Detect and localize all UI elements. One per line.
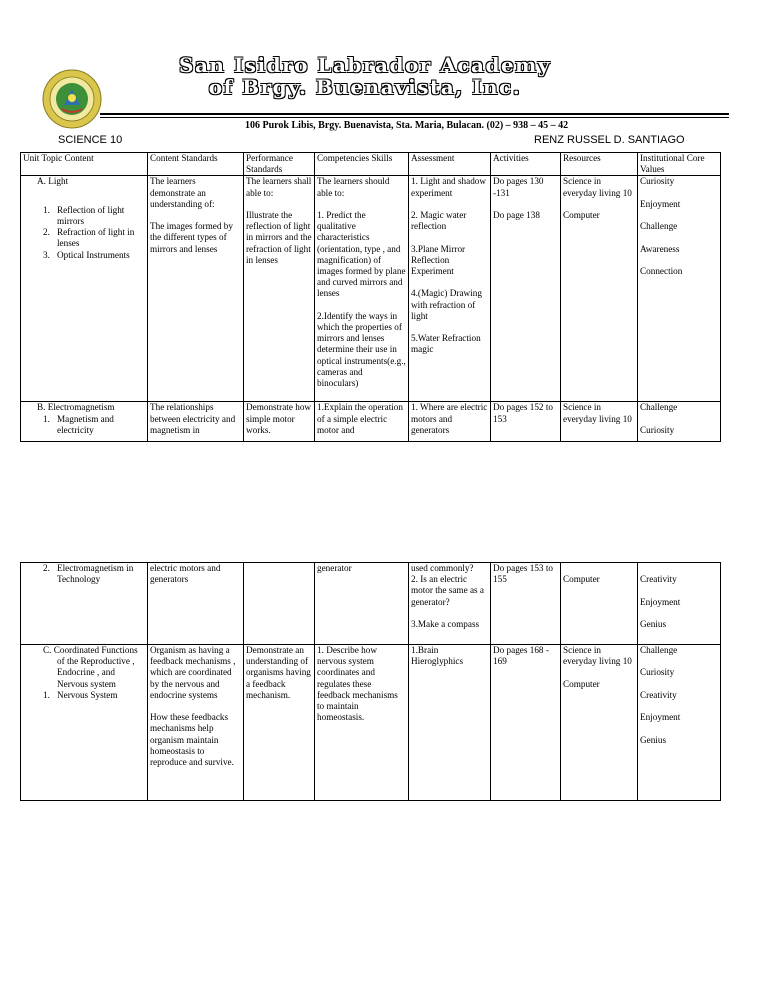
assessment-item: 3.Plane Mirror Reflection Experiment	[411, 243, 466, 276]
col-header-topic: Unit Topic Content	[21, 153, 148, 176]
activities-cell: Do pages 153 to 155	[491, 563, 561, 645]
topic-item: 1. Nervous System	[43, 689, 118, 700]
col-header-performance-standards: Performance Standards	[244, 153, 315, 176]
topic-cell	[21, 645, 148, 801]
core-values-cell	[638, 402, 721, 442]
resource-item: Science in everyday living 10	[563, 645, 632, 667]
resources-cell	[561, 176, 638, 402]
activities-cell	[491, 176, 561, 402]
school-address: 106 Purok Libis, Brgy. Buenavista, Sta. Maria, Bulacan. (02) – 938 – 45 – 42	[245, 120, 569, 131]
resources-cell: Science in everyday living 10	[561, 402, 638, 442]
assessment-item: 5.Water Refraction magic	[411, 333, 481, 355]
assessment-item: 1. Light and shadow experiment	[411, 176, 487, 198]
core-value: Enjoyment	[640, 198, 681, 209]
core-value: Connection	[640, 265, 683, 276]
topic-item: 2. Refraction of light in lenses	[43, 227, 135, 249]
school-name	[100, 54, 630, 98]
cell-text: Organism as having a feedback mechanisms , which are coordinated by the nervous and endocrine systems	[150, 645, 236, 700]
curriculum-table-page-1	[20, 152, 721, 442]
competencies-cell: 1. Describe how nervous system coordinates and regulates these feedback mechanisms to maintain homeostasis.	[315, 645, 409, 801]
performance-standards-cell	[244, 176, 315, 402]
topic-heading: B. Electromagnetism	[37, 402, 115, 413]
resources-cell	[561, 563, 638, 645]
header-rule-thin	[100, 117, 729, 118]
core-value: Enjoyment	[640, 712, 681, 723]
assessment-cell: 1.Brain Hieroglyphics	[409, 645, 491, 801]
core-values-cell	[638, 645, 721, 801]
table-row-electromagnetism	[21, 402, 721, 442]
core-value: Challenge	[640, 402, 678, 413]
cell-text: Illustrate the reflection of light in mirrors and the refraction of light in lenses	[246, 210, 312, 265]
assessment-cell	[409, 563, 491, 645]
resource-item: Computer	[563, 574, 600, 585]
resource-item: Computer	[563, 678, 600, 689]
core-value: Creativity	[640, 574, 677, 585]
performance-standards-cell: Demonstrate how simple motor works.	[244, 402, 315, 442]
topic-item: 2. Electromagnetism in Technology	[43, 563, 134, 585]
core-values-cell	[638, 563, 721, 645]
col-header-content-standards: Content Standards	[148, 153, 244, 176]
table-row-coordinated-functions	[21, 645, 721, 801]
topic-cell	[21, 176, 148, 402]
col-header-competencies: Competencies Skills	[315, 153, 409, 176]
topic-item: 1. Reflection of light mirrors	[43, 204, 125, 226]
assessment-item: used commonly?	[411, 563, 474, 573]
core-value: Awareness	[640, 243, 680, 254]
resources-cell	[561, 645, 638, 801]
school-seal-logo	[42, 69, 102, 129]
activity-item: Do page 138	[493, 210, 540, 220]
header-rule-thick	[100, 113, 729, 115]
col-header-activities: Activities	[491, 153, 561, 176]
content-standards-cell	[148, 645, 244, 801]
cell-text: The learners should able to:	[317, 176, 390, 198]
core-value: Genius	[640, 618, 667, 629]
content-standards-cell	[148, 176, 244, 402]
table-row-light	[21, 176, 721, 402]
teacher-name: RENZ RUSSEL D. SANTIAGO	[534, 134, 685, 146]
competencies-cell: generator	[315, 563, 409, 645]
core-value: Genius	[640, 734, 667, 745]
core-values-cell	[638, 176, 721, 402]
core-value: Challenge	[640, 221, 678, 232]
col-header-resources: Resources	[561, 153, 638, 176]
school-name-line-2: of Brgy. Buenavista, Inc.	[208, 75, 522, 99]
assessment-item: 2. Magic water reflection	[411, 210, 467, 232]
activity-item: Do pages 130 -131	[493, 176, 544, 198]
subject-title: SCIENCE 10	[58, 134, 123, 146]
core-value: Enjoyment	[640, 596, 681, 607]
col-header-core-values: Institutional Core Values	[638, 153, 721, 176]
topic-heading: C. Coordinated Functions of the Reproductive , Endocrine , and Nervous system	[43, 645, 138, 689]
core-value: Curiosity	[640, 424, 675, 435]
col-header-assessment: Assessment	[409, 153, 491, 176]
topic-heading: A. Light	[37, 176, 69, 187]
core-value: Challenge	[640, 645, 678, 655]
cell-text: 2.Identify the ways in which the properties of mirrors and lenses determine their use in optical instruments(e.g., cameras and binoculars)	[317, 310, 406, 389]
table-row-electromagnetism-technology	[21, 563, 721, 645]
curriculum-table-page-2	[20, 562, 721, 801]
resource-item: Computer	[563, 210, 600, 220]
resource-item: Science in everyday living 10	[563, 176, 632, 198]
performance-standards-cell: Demonstrate an understanding of organisms having a feedback mechanism.	[244, 645, 315, 801]
core-value: Curiosity	[640, 667, 675, 678]
header-row	[21, 153, 721, 176]
activities-cell: Do pages 152 to 153	[491, 402, 561, 442]
topic-item: 1. Magnetism and electricity	[43, 413, 114, 435]
assessment-cell	[409, 176, 491, 402]
cell-text: The learners shall able to:	[246, 176, 312, 198]
cell-text: The learners demonstrate an understanding of:	[150, 176, 215, 209]
cell-text: How these feedbacks mechanisms help organism maintain homeostasis to reproduce and survive.	[150, 712, 234, 768]
assessment-cell: 1. Where are electric motors and generators	[409, 402, 491, 442]
core-value: Curiosity	[640, 176, 675, 187]
content-standards-cell: The relationships between electricity and magnetism in	[148, 402, 244, 442]
performance-standards-cell	[244, 563, 315, 645]
content-standards-cell: electric motors and generators	[148, 563, 244, 645]
core-value: Creativity	[640, 689, 677, 700]
topic-cell	[21, 563, 148, 645]
cell-text: The images formed by the different types of mirrors and lenses	[150, 221, 233, 254]
assessment-item: 4.(Magic) Drawing with refraction of light	[411, 288, 482, 321]
assessment-item: 3.Make a compass	[411, 619, 480, 629]
cell-text: 1. Predict the qualitative characteristics (orientation, type , and magnification) of images formed by plane and curved mirrors and lenses	[317, 210, 406, 299]
topic-cell	[21, 402, 148, 442]
competencies-cell: 1.Explain the operation of a simple electric motor and	[315, 402, 409, 442]
competencies-cell	[315, 176, 409, 402]
topic-item: 3. Optical Instruments	[43, 249, 130, 260]
activities-cell: Do pages 168 - 169	[491, 645, 561, 801]
school-name-line-1: San Isidro Labrador Academy	[179, 53, 551, 77]
assessment-item: 2. Is an electric motor the same as a generator?	[411, 574, 484, 607]
